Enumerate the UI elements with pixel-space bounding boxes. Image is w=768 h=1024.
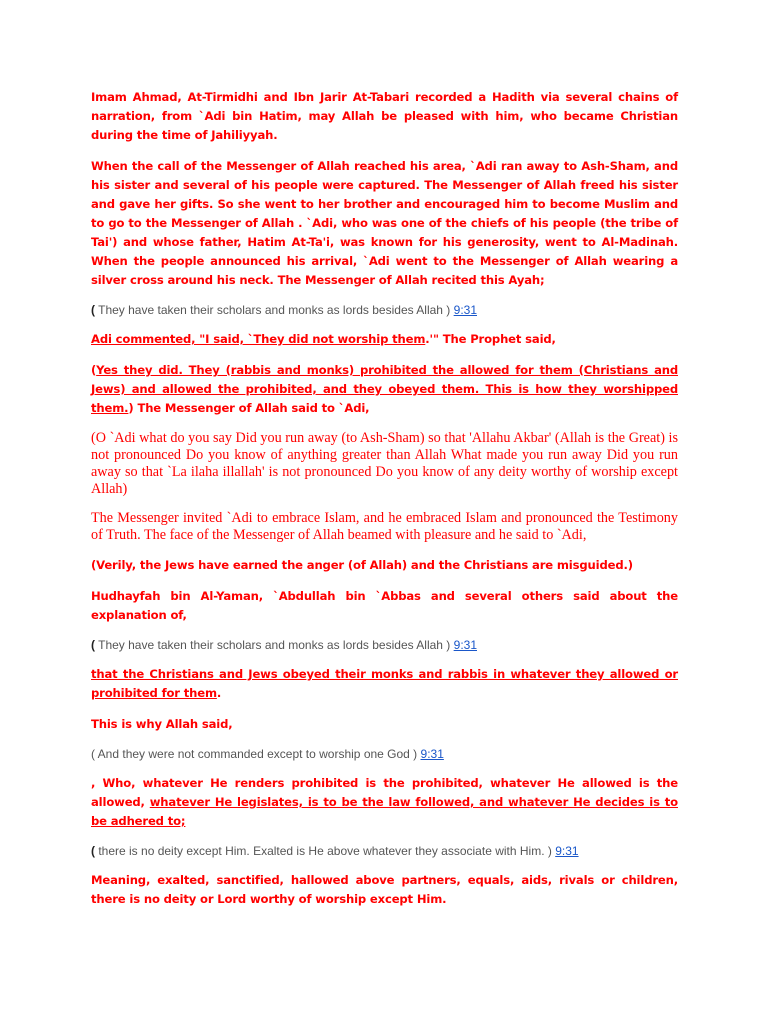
quote-open-paren: ( bbox=[91, 303, 95, 317]
paragraph-jews-christians: (Verily, the Jews have earned the anger (of Allah) and the Christians are misguided.) bbox=[91, 558, 633, 572]
underlined-reply: Yes they did. They (rabbis and monks) prohibited the allowed for them (Christians and Jews) and allowed the prohibited, and they obeyed them. This is how they worshipped them. bbox=[91, 363, 678, 415]
verse-link-9-31[interactable]: 9:31 bbox=[453, 638, 477, 652]
paragraph-prophet-reply bbox=[91, 361, 678, 418]
paragraph-adi-story: When the call of the Messenger of Allah reached his area, `Adi ran away to Ash-Sham, and his sister and several of his people were captured. The Messenger of Allah freed his sister and gave her gifts. So she went to her brother and encouraged him to become Muslim and to go to the Messenger of Allah . `Adi, who was one of the chiefs of his people (the tribe of Tai') and whose father, Hatim At-Ta'i, was known for his generosity, went to Al-Madinah. When the people announced his arrival, `Adi went to the Messenger of Allah wearing a silver cross around his neck. The Messenger of Allah recited this Ayah; bbox=[91, 159, 678, 287]
quote-text: They have taken their scholars and monks as lords besides Allah ) bbox=[95, 638, 454, 652]
paragraph-who-whatever bbox=[91, 774, 678, 831]
quote-text: ( And they were not commanded except to worship one God ) bbox=[91, 747, 421, 761]
ayah-quote-3 bbox=[91, 746, 678, 762]
paragraph-allah-said: This is why Allah said, bbox=[91, 717, 233, 731]
plain-text: , Who, whatever He renders prohibited is the prohibited, whatever He allowed is the allowed, bbox=[91, 776, 678, 809]
quote-text: there is no deity except Him. Exalted is He above whatever they associate with Him. ) bbox=[95, 844, 556, 858]
ayah-quote-2 bbox=[91, 637, 678, 653]
reply-rest: ) The Messenger of Allah said to `Adi, bbox=[128, 401, 370, 415]
ayah-quote-1 bbox=[91, 302, 678, 318]
reply-open-paren: ( bbox=[91, 363, 97, 377]
paragraph-hudhayfah: Hudhayfah bin Al-Yaman, `Abdullah bin `Abbas and several others said about the explanation of, bbox=[91, 589, 678, 622]
paragraph-messenger-invited: The Messenger invited `Adi to embrace Islam, and he embraced Islam and pronounced the Testimony of Truth. The face of the Messenger of Allah beamed with pleasure and he said to `Adi, bbox=[91, 510, 678, 543]
verse-link-9-31[interactable]: 9:31 bbox=[453, 303, 477, 317]
underlined-statement: Adi commented, "I said, `They did not worship them bbox=[91, 332, 426, 346]
statement-rest: .'" The Prophet said, bbox=[425, 332, 556, 346]
verse-link-9-31[interactable]: 9:31 bbox=[555, 844, 579, 858]
quote-text: They have taken their scholars and monks as lords besides Allah ) bbox=[95, 303, 454, 317]
quote-open-paren: ( bbox=[91, 638, 95, 652]
paragraph-adi-commented bbox=[91, 330, 678, 349]
underlined-explanation: that the Christians and Jews obeyed their monks and rabbis in whatever they allowed or prohibited for them bbox=[91, 667, 678, 700]
paragraph-o-adi: (O `Adi what do you say Did you run away (to Ash-Sham) so that 'Allahu Akbar' (Allah is the Great) is not pronounced Do you know of anything greater than Allah What made you run away Did you run away so that `La ilaha illallah' is not pronounced Do you know of any deity worthy of worship except Allah) bbox=[91, 430, 678, 497]
quote-open-paren: ( bbox=[91, 844, 95, 858]
paragraph-meaning-exalted: Meaning, exalted, sanctified, hallowed above partners, equals, aids, rivals or children, there is no deity or Lord worthy of worship except Him. bbox=[91, 873, 678, 906]
underlined-legislates: whatever He legislates, is to be the law followed, and whatever He decides is to be adhered to; bbox=[91, 795, 678, 828]
explanation-rest: . bbox=[216, 686, 222, 700]
paragraph-hadith-intro: Imam Ahmad, At-Tirmidhi and Ibn Jarir At-Tabari recorded a Hadith via several chains of narration, from `Adi bin Hatim, may Allah be pleased with him, who became Christian during the time of Jahiliyyah. bbox=[91, 90, 678, 142]
verse-link-9-31[interactable]: 9:31 bbox=[420, 747, 444, 761]
paragraph-obeyed-monks bbox=[91, 665, 678, 703]
ayah-quote-4 bbox=[91, 843, 678, 859]
